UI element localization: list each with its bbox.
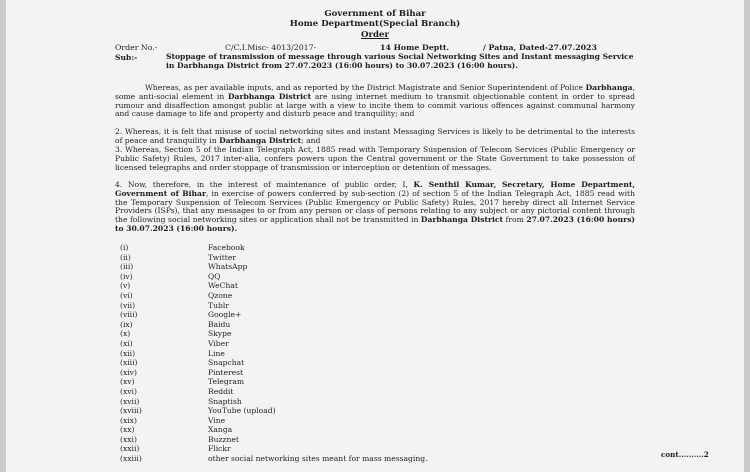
list-item-number: (ii) [120, 252, 131, 262]
list-item-number: (ix) [120, 319, 133, 329]
list-item-site-name: Snapchat [208, 358, 245, 368]
header-department: Home Department(Special Branch) [289, 19, 461, 29]
paragraph-4: 4. Now, therefore, in the interest of maintenance of public order, I, K. Senthil Kumar, Secretary, Home Department, Government of Bihar, in exercise of powers conferred by sub-section (2) of section 5 of the Indian Telegraph Act, 1885 read with the Temporary Suspension of Telecom Services (Public Emergency or Public Safety) Rules, 2017 hereby direct all Internet Service Providers (ISPs), that any messages to or from any person or class of persons relating to any subject or any pictorial content through the following social networking sites or application shall not be transmitted in Darbhanga District from 27.07.2023 (16:00 hours) to 30.07.2023 (16:00 hours). [115, 180, 635, 233]
order-reference: C/C.I.Misc- 4013/2017- [225, 43, 317, 52]
paragraph-1: Whereas, as per available inputs, and as reported by the District Magistrate and Senior Superintendent of Police Darbhanga, some anti-social element in Darbhanga District are using internet medium to transmit objectionable content in order to spread rumour and disaffection amongst public at large with a view to incite them to commit various offences against communal harmony and cause damage to life and property and disturb peace and tranquility; and [115, 83, 635, 119]
list-item-site-name: Pinterest [208, 367, 244, 377]
list-item-number: (xix) [120, 415, 137, 425]
subject-text: Stoppage of transmission of message through various Social Networking Sites and Instant messaging Service in Darbhanga District from 27.07.2023 (16:00 hours) to 30.07.2023 (16:00 hours). [166, 52, 634, 70]
list-item-number: (xxiii) [120, 454, 142, 464]
list-item-site-name: Buzznet [208, 434, 239, 444]
document-page [6, 0, 744, 472]
list-item-site-name: Flickr [208, 444, 231, 454]
list-item-number: (vii) [120, 300, 136, 310]
list-item-site-name: WeChat [208, 281, 238, 291]
list-item-number: (xiii) [120, 358, 138, 368]
list-item-site-name: WhatsApp [208, 262, 248, 272]
list-item-site-name: YouTube (upload) [208, 406, 276, 416]
continuation-note: cont..........2 [661, 450, 709, 459]
list-item-site-name: Line [208, 348, 225, 358]
list-item-number: (vi) [120, 290, 133, 300]
list-item-site-name: Xanga [208, 425, 233, 435]
list-item-site-name: Twitter [208, 252, 236, 262]
list-item-number: (i) [120, 243, 129, 252]
list-item-site-name: Vine [208, 415, 226, 425]
header-government: Government of Bihar [324, 9, 426, 19]
header-order-title: Order [360, 30, 390, 40]
paragraph-2: 2. Whereas, it is felt that misuse of social networking sites and instant Messaging Services is likely to be detrimental to the interests of peace and tranquility in Darbhanga District; and [115, 127, 635, 145]
list-item-site-name: other social networking sites meant for mass messaging. [208, 454, 428, 464]
list-item-site-name: Reddit [208, 386, 234, 396]
list-item-site-name: Google+ [208, 310, 242, 320]
list-item-site-name: Baidu [208, 319, 231, 329]
list-item-number: (v) [120, 281, 131, 291]
list-item-site-name: Facebook [208, 243, 245, 252]
list-item-number: (xxi) [120, 434, 137, 444]
list-item-site-name: Viber [208, 338, 229, 348]
list-item-site-name: Tublr [208, 300, 229, 310]
list-item-site-name: Skype [208, 329, 232, 339]
order-place-date: / Patna, Dated-27.07.2023 [483, 43, 597, 52]
list-item-site-name: Snaptish [208, 396, 242, 406]
list-item-number: (xx) [120, 425, 135, 435]
list-item-number: (xvi) [120, 386, 137, 396]
list-item-number: (xv) [120, 377, 135, 387]
list-item-number: (x) [120, 329, 131, 339]
paragraph-3: 3. Whereas, Section 5 of the Indian Telegraph Act, 1885 read with Temporary Suspension of Telecom Services (Public Emergency or Public Safety) Rules, 2017 inter-alia, confers powers upon the Central government or the State Government to take possession of licensed telegraphs and order stoppage of transmission or interception or detention of messages. [115, 145, 635, 172]
list-item-number: (xiv) [120, 367, 137, 377]
list-item-number: (iv) [120, 271, 133, 281]
subject-label: Sub:- [115, 53, 138, 62]
list-item-number: (xii) [120, 348, 136, 358]
list-item-number: (xviii) [120, 406, 142, 416]
list-item-site-name: Telegram [208, 377, 245, 387]
order-dept: 14 Home Deptt. [380, 43, 450, 52]
list-item-number: (xxii) [120, 444, 140, 454]
list-item-site-name: QQ [208, 271, 221, 281]
list-item-number: (iii) [120, 262, 134, 272]
list-item-number: (xi) [120, 338, 133, 348]
list-item-number: (xvii) [120, 396, 140, 406]
list-item-site-name: Qzone [208, 290, 233, 300]
list-item-number: (viii) [120, 310, 138, 320]
order-no-label: Order No.- [115, 43, 158, 52]
